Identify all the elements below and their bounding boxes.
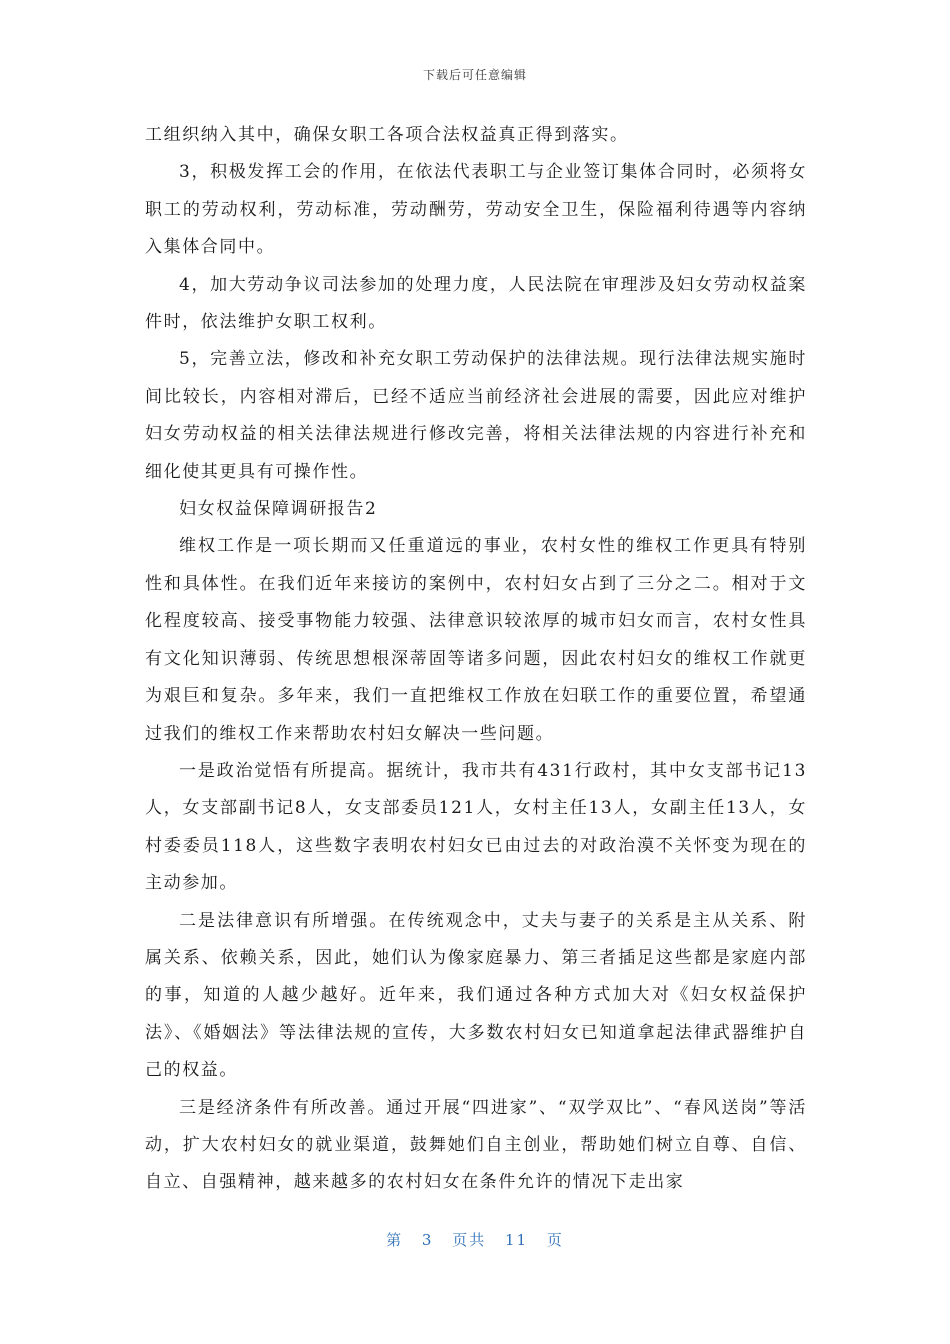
page-header: 下载后可任意编辑: [422, 68, 527, 82]
document-body: [145, 117, 807, 1202]
paragraph: 二是法律意识有所增强。在传统观念中，丈夫与妻子的关系是主从关系、附属关系、依赖关系，因此，她们认为像家庭暴力、第三者插足这些都是家庭内部的事，知道的人越少越好。近年来，我们通过各种方式加大对《妇女权益保护法》、《婚姻法》等法律法规的宣传，大多数农村妇女已知道拿起法律武器维护自己的权益。: [145, 910, 807, 1081]
paragraph: 三是经济条件有所改善。通过开展“四进家”、“双学双比”、“春风送岗”等活动，扩大农村妇女的就业渠道，鼓舞她们自主创业，帮助她们树立自尊、自信、自立、自强精神，越来越多的农村妇女在条件允许的情况下走出家: [145, 1097, 807, 1193]
paragraph: 维权工作是一项长期而又任重道远的事业，农村女性的维权工作更具有特别性和具体性。在我们近年来接访的案例中，农村妇女占到了三分之二。相对于文化程度较高、接受事物能力较强、法律意识较浓厚的城市妇女而言，农村女性具有文化知识薄弱、传统思想根深蒂固等诸多问题，因此农村妇女的维权工作就更为艰巨和复杂。多年来，我们一直把维权工作放在妇联工作的重要位置，希望通过我们的维权工作来帮助农村妇女解决一些问题。: [145, 536, 807, 744]
paragraph: 一是政治觉悟有所提高。据统计，我市共有431行政村，其中女支部书记13人，女支部副书记8人，女支部委员121人，女村主任13人，女副主任13人，女村委委员118人，这些数字表明农村妇女已由过去的对政治漠不关怀变为现在的主动参加。: [145, 760, 807, 894]
section-heading: 妇女权益保障调研报告2: [179, 499, 378, 520]
paragraph: 4，加大劳动争议司法参加的处理力度，人民法院在审理涉及妇女劳动权益案件时，依法维护女职工权利。: [145, 274, 807, 333]
page-number-footer: 第 3 页共 11 页: [386, 1231, 564, 1249]
paragraph: 5，完善立法，修改和补充女职工劳动保护的法律法规。现行法律法规实施时间比较长，内容相对滞后，已经不适应当前经济社会进展的需要，因此应对维护妇女劳动权益的相关法律法规进行修改完善，将相关法律法规的内容进行补充和细化使其更具有可操作性。: [145, 349, 807, 482]
paragraph: 工组织纳入其中，确保女职工各项合法权益真正得到落实。: [145, 125, 629, 145]
paragraph: 3，积极发挥工会的作用，在依法代表职工与企业签订集体合同时，必须将女职工的劳动权利，劳动标准，劳动酬劳，劳动安全卫生，保险福利待遇等内容纳入集体合同中。: [145, 162, 807, 258]
